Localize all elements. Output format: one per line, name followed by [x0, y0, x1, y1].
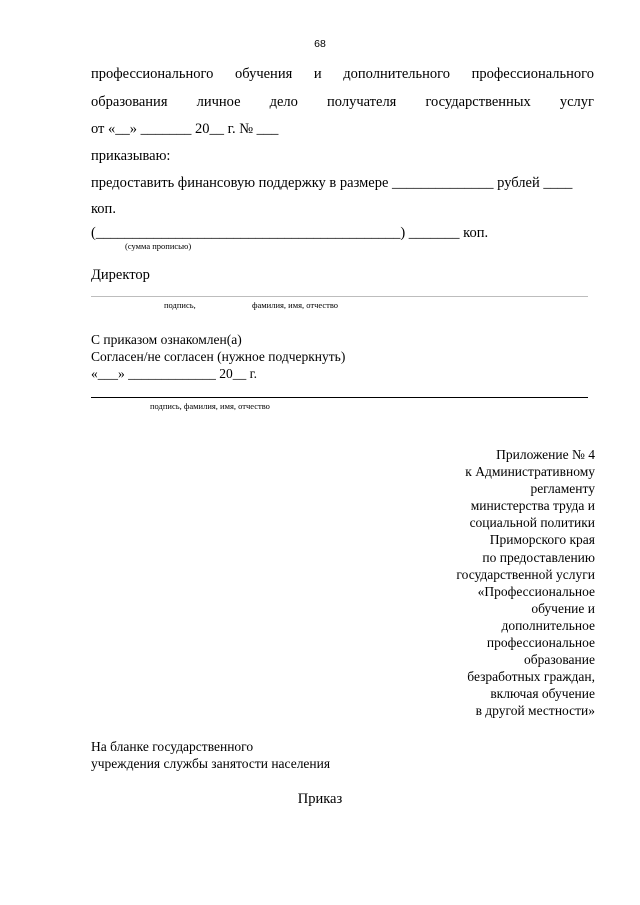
appendix-line: Приморского края [489, 532, 595, 548]
word: дополнительного [343, 66, 450, 82]
page-number: 68 [314, 38, 326, 50]
word: профессионального [471, 66, 594, 82]
appendix-line: государственной услуги [456, 566, 595, 582]
appendix-line: «Профессиональное [477, 583, 595, 599]
ack-caption: подпись, фамилия, имя, отчество [150, 401, 270, 411]
appendix-line: безработных граждан, [467, 669, 595, 685]
letterhead-line-1: На бланке государственного [91, 739, 254, 754]
word: профессионального [91, 66, 214, 82]
word: дело [269, 94, 298, 110]
word: личное [196, 94, 241, 110]
word: услуг [559, 94, 594, 110]
appendix-line: Приложение № 4 [496, 447, 595, 462]
appendix-line: к Административному [465, 464, 595, 480]
amount-caption: (сумма прописью) [125, 241, 192, 251]
word: получателя [327, 94, 397, 110]
appendix-line: профессиональное [486, 635, 595, 651]
word: и [313, 66, 322, 82]
director-label: Директор [91, 267, 150, 283]
order-line-1 [91, 66, 594, 83]
appendix-block [365, 446, 595, 720]
ack-signature-line [91, 397, 588, 398]
word: государственных [425, 94, 531, 110]
order-directive: приказываю: [91, 148, 171, 164]
director-signature-line [91, 296, 588, 297]
appendix-line: дополнительное [501, 617, 595, 633]
word: образования [91, 94, 168, 110]
appendix-line: включая обучение [490, 686, 595, 702]
appendix-line: в другой местности» [475, 703, 595, 719]
order-kopecks: коп. [91, 201, 116, 217]
order-amount-in-words: (__________________________________________) _______ коп. [91, 225, 489, 241]
ack-line-2: Согласен/не согласен (нужное подчеркнуть) [91, 349, 346, 364]
order-financial-support: предоставить финансовую поддержку в размере ______________ рублей ____ [91, 175, 573, 191]
ack-line-3: «___» _____________ 20__ г. [91, 366, 258, 381]
document-title: Приказ [297, 791, 343, 807]
appendix-line: обучение и [531, 600, 595, 616]
ack-line-1: С приказом ознакомлен(а) [91, 332, 242, 347]
appendix-line: по предоставлению [482, 549, 595, 565]
order-date-number: от «__» _______ 20__ г. № ___ [91, 121, 279, 137]
letterhead-line-2: учреждения службы занятости населения [91, 756, 331, 771]
director-caption-signature: подпись, [164, 300, 196, 310]
word: обучения [235, 66, 293, 82]
order-line-2 [91, 94, 594, 111]
director-caption-name: фамилия, имя, отчество [252, 300, 339, 310]
appendix-line: министерства труда и [470, 498, 595, 514]
appendix-line: регламенту [530, 481, 595, 497]
appendix-line: образование [524, 652, 595, 668]
appendix-line: социальной политики [469, 515, 595, 531]
